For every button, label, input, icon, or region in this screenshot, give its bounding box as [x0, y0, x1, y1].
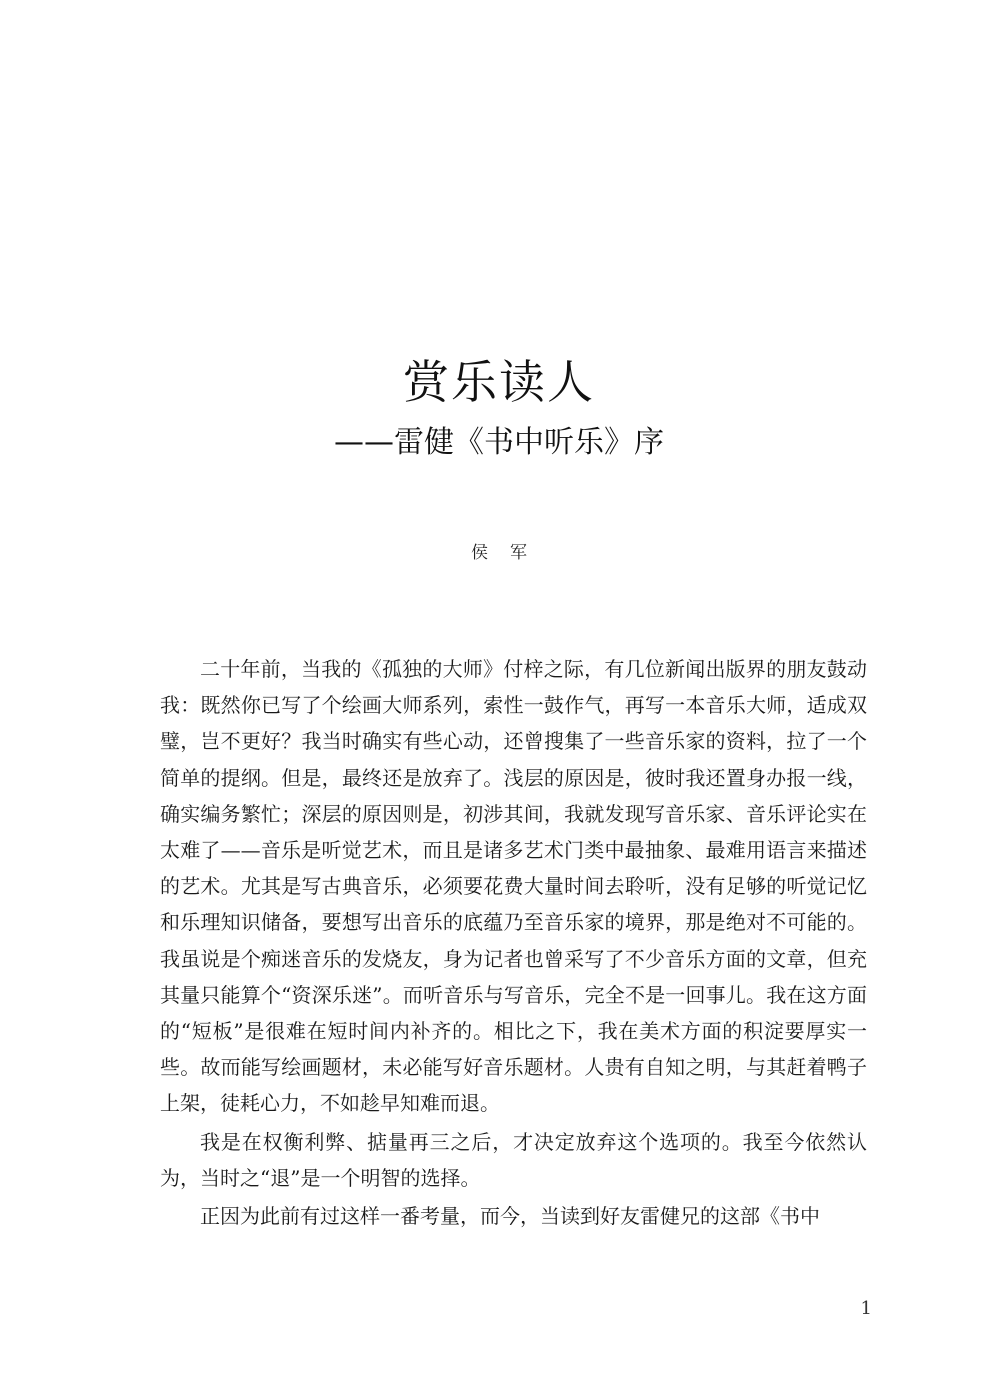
body-paragraph: 正因为此前有过这样一番考量，而今，当读到好友雷健兄的这部《书中	[200, 1204, 820, 1229]
article-subtitle: ——雷健《书中听乐》序	[334, 425, 664, 460]
author-name: 侯军	[471, 543, 549, 563]
body-paragraph: 二十年前，当我的《孤独的大师》付梓之际，有几位新闻出版界的朋友鼓动我：既然你已写了个绘画大师系列，索性一鼓作气，再写一本音乐大师，适成双璧，岂不更好？我当时确实有些心动，还曾搜集了一些音乐家的资料，拉了一个简单的提纲。但是，最终还是放弃了。浅层的原因是，彼时我还置身办报一线，确实编务繁忙；深层的原因则是，初涉其间，我就发现写音乐家、音乐评论实在太难了——音乐是听觉艺术，而且是诸多艺术门类中最抽象、最难用语言来描述的艺术。尤其是写古典音乐，必须要花费大量时间去聆听，没有足够的听觉记忆和乐理知识储备，要想写出音乐的底蕴乃至音乐家的境界，那是绝对不可能的。我虽说是个痴迷音乐的发烧友，身为记者也曾采写了不少音乐方面的文章，但充其量只能算个“资深乐迷”。而听音乐与写音乐，完全不是一回事儿。我在这方面的“短板”是很难在短时间内补齐的。相比之下，我在美术方面的积淀要厚实一些。故而能写绘画题材，未必能写好音乐题材。人贵有自知之明，与其赶着鸭子上架，徒耗心力，不如趁早知难而退。	[160, 657, 867, 1116]
body-paragraph: 我是在权衡利弊、掂量再三之后，才决定放弃这个选项的。我至今依然认为，当时之“退”是一个明智的选择。	[160, 1129, 867, 1190]
page-number: 1	[860, 1298, 872, 1319]
article-title: 赏乐读人	[403, 355, 595, 409]
article-body	[160, 651, 867, 1234]
